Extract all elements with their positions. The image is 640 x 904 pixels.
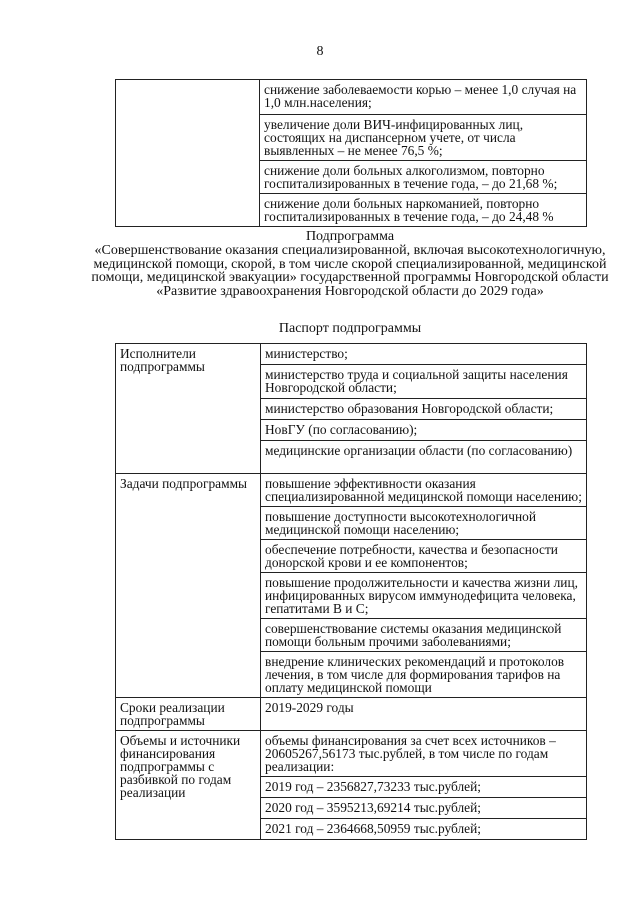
row-label: Задачи подпрограммы: [116, 474, 261, 698]
list-item: совершенствование системы оказания медицинской помощи больным прочими заболеваниями;: [261, 619, 586, 652]
list-item: министерство образования Новгородской области;: [261, 399, 586, 420]
list-item: 2020 год – 3595213,69214 тыс.рублей;: [261, 798, 586, 819]
list-item: министерство;: [261, 344, 586, 365]
list-item: снижение доли больных алкоголизмом, повторно госпитализированных в течение года, – до 21,68 %;: [260, 161, 586, 194]
list-item: снижение заболеваемости корью – менее 1,0 случая на 1,0 млн.населения;: [260, 80, 586, 115]
list-item: НовГУ (по согласованию);: [261, 420, 586, 441]
row-label: Сроки реализации подпрограммы: [116, 698, 261, 731]
passport-table: [115, 343, 587, 840]
list-item: обеспечение потребности, качества и безопасности донорской крови и ее компонентов;: [261, 540, 586, 573]
list-item: увеличение доли ВИЧ-инфицированных лиц, состоящих на диспансерном учете, от числа выявленных – не менее 76,5 %;: [260, 115, 586, 161]
value-cell: [261, 344, 587, 474]
value-cell: [261, 698, 587, 731]
list-item: объемы финансирования за счет всех источников – 20605267,56173 тыс.рублей, в том числе по годам реализации:: [261, 731, 586, 777]
value-cell: [261, 474, 587, 698]
empty-label-cell: [116, 80, 260, 227]
row-label: Объемы и источники финансирования подпрограммы с разбивкой по годам реализации: [116, 731, 261, 840]
list-item: повышение доступности высокотехнологичной медицинской помощи населению;: [261, 507, 586, 540]
list-item: снижение доли больных наркоманией, повторно госпитализированных в течение года, – до 24,48 %: [264, 196, 554, 224]
subprogram-name: «Совершенствование оказания специализированной, включая высокотехнологичную, медицинской помощи, скорой, в том числе скорой специализированной, медицинской помощи, медицинской эвакуации» государственной программы Новгородской области «Развитие здравоохранения Новгородской области до 2029 года»: [91, 243, 609, 299]
value-cell: [261, 731, 587, 840]
list-item: 2019 год – 2356827,73233 тыс.рублей;: [261, 777, 586, 798]
list-item: министерство труда и социальной защиты населения Новгородской области;: [261, 365, 586, 399]
page-number: 8: [316, 44, 324, 59]
list-item: внедрение клинических рекомендаций и протоколов лечения, в том числе для формирования тарифов на оплату медицинской помощи: [265, 654, 565, 695]
value-cell: [260, 80, 587, 227]
table-row: [116, 731, 587, 840]
table-row: [116, 474, 587, 698]
table-row: [116, 698, 587, 731]
list-item: 2019-2029 годы: [265, 700, 354, 715]
subprogram-title: Подпрограмма: [305, 229, 395, 244]
list-item: повышение эффективности оказания специализированной медицинской помощи населению;: [261, 474, 586, 507]
continuation-table: [115, 79, 587, 227]
list-item: повышение продолжительности и качества жизни лиц, инфицированных вирусом иммунодефицита человека, гепатитами B и C;: [261, 573, 586, 619]
row-label: Исполнители подпрограммы: [116, 344, 261, 474]
table-row: [116, 344, 587, 474]
list-item: 2021 год – 2364668,50959 тыс.рублей;: [265, 821, 482, 836]
table-row: [116, 80, 587, 227]
list-item: медицинские организации области (по согласованию): [265, 443, 573, 458]
passport-title: Паспорт подпрограммы: [278, 321, 422, 336]
